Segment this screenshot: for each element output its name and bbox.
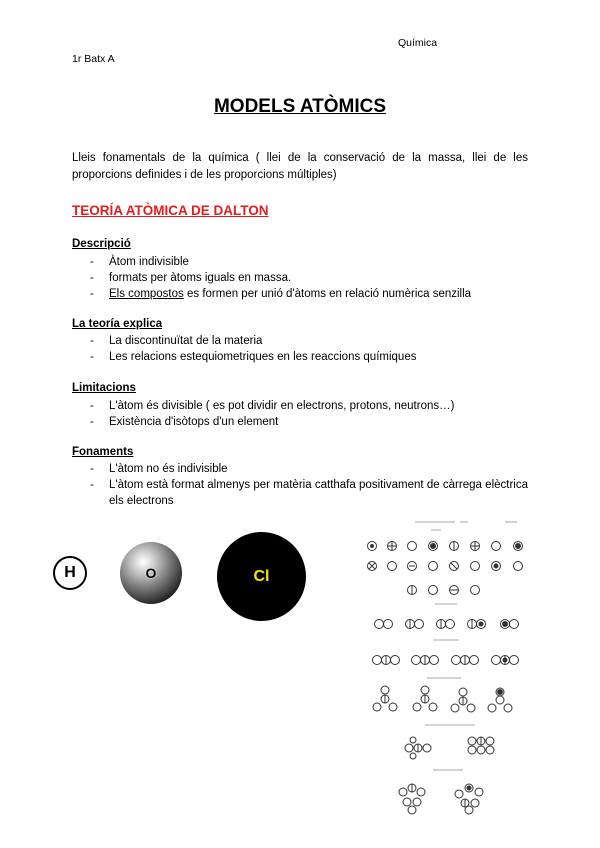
list-item: - formats per àtoms iguals en massa. [72,270,528,286]
section-title: TEORÍA ATÒMICA DE DALTON [72,203,269,218]
list-item [72,286,528,302]
fonaments-list [72,461,528,509]
explica-list [72,333,528,365]
underlined-term: Els compostos [109,288,184,300]
list-item: - L'àtom és divisible ( es pot dividir en electrons, protons, neutrons…) [72,398,528,414]
list-item: - L'àtom no és indivisible [72,461,528,477]
list-item-text: es formen per unió d'àtoms en relació numèrica senzilla [183,288,472,300]
list-item: - La discontinuïtat de la materia [72,333,528,349]
chlorine-atom-icon [217,532,306,621]
limitacions-list [72,398,528,430]
atom-label: Cl [253,567,270,585]
limitacions-heading: Limitacions [72,382,136,394]
header-class: 1r Batx A [72,53,115,65]
atom-label: O [145,565,157,581]
fonaments-heading: Fonaments [72,446,134,458]
hydrogen-atom-icon [53,556,87,590]
list-item: - L'àtom està format almenys per matèria catthafa positivament de càrrega elèctrica els electrons [72,477,528,509]
list-item: - Existència d'isòtops d'un element [72,414,528,430]
header-subject: Química [398,37,438,49]
list-item: - Àtom indivisible [72,254,528,270]
intro-paragraph: Lleis fonamentals de la química ( llei de la conservació de la massa, llei de les proporcions definides i de les proporcions múltiples) [72,152,528,181]
dalton-symbols-plate [355,512,545,820]
explica-heading: La teoría explica [72,318,163,330]
atom-label: H [64,564,76,581]
descripcio-list [72,254,528,302]
descripcio-heading: Descripció [72,238,131,250]
list-item: - Les relacions estequiometriques en les reaccions químiques [72,349,528,365]
oxygen-atom-icon [120,542,182,604]
page-title: MODELS ATÒMICS [213,96,387,117]
